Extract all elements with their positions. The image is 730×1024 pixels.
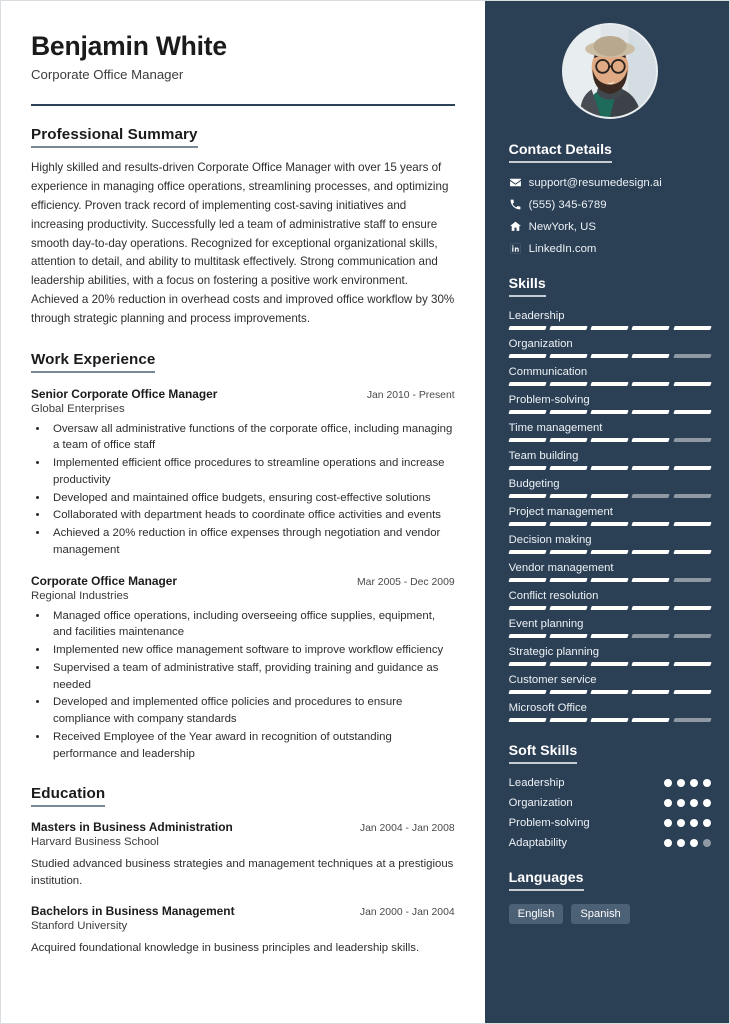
- skill-label: Time management: [508, 422, 603, 434]
- skill-segment: [632, 662, 671, 666]
- skill-item: [509, 562, 711, 582]
- soft-skill-dot: [664, 779, 672, 787]
- skill-segment: [549, 438, 588, 442]
- skill-segment: [508, 382, 547, 386]
- work-company: Regional Industries: [31, 589, 129, 602]
- soft-skill-dot: [690, 819, 698, 827]
- skill-segment: [673, 326, 712, 330]
- skill-label: Leadership: [508, 310, 565, 322]
- skill-item: [509, 674, 711, 694]
- skill-segment: [549, 522, 588, 526]
- skill-segment: [508, 326, 547, 330]
- skill-label: Organization: [508, 338, 573, 350]
- education-list: [31, 820, 455, 957]
- contact-value: (555) 345-6789: [528, 198, 607, 211]
- skill-segment: [632, 382, 671, 386]
- skill-segment: [549, 718, 588, 722]
- section-contact-details: [509, 141, 711, 255]
- skill-segment: [591, 634, 630, 638]
- skill-label: Customer service: [508, 674, 597, 686]
- education-description: Studied advanced business strategies and management techniques at a prestigious institution.: [31, 857, 454, 887]
- soft-skill-dot: [703, 799, 711, 807]
- skill-item: [509, 310, 711, 330]
- skill-segment: [508, 410, 547, 414]
- skill-rating-bar: [509, 522, 711, 526]
- language-chip: English: [509, 904, 564, 924]
- skill-segment: [508, 494, 547, 498]
- skill-item: [509, 506, 711, 526]
- skill-segment: [591, 438, 630, 442]
- skill-label: Communication: [508, 366, 588, 378]
- skill-rating-bar: [509, 690, 711, 694]
- skill-segment: [673, 550, 712, 554]
- section-skills: [509, 275, 711, 722]
- skill-segment: [591, 522, 630, 526]
- skill-segment: [673, 578, 712, 582]
- skill-segment: [591, 494, 630, 498]
- soft-skill-dot: [703, 819, 711, 827]
- skill-segment: [549, 410, 588, 414]
- skill-segment: [508, 550, 547, 554]
- skill-segment: [632, 606, 671, 610]
- education-entry: [31, 904, 455, 957]
- home-icon: [509, 220, 529, 233]
- soft-skill-dot: [690, 799, 698, 807]
- contact-value: NewYork, US: [528, 220, 596, 233]
- skill-segment: [508, 438, 547, 442]
- work-bullet-list: [49, 608, 455, 763]
- skill-segment: [632, 494, 671, 498]
- skill-segment: [673, 410, 712, 414]
- section-work-experience: [31, 351, 455, 763]
- skills-list: [509, 310, 711, 722]
- skill-item: [509, 590, 711, 610]
- skill-segment: [632, 410, 671, 414]
- skill-segment: [673, 522, 712, 526]
- skill-segment: [508, 690, 547, 694]
- work-bullet: • Developed and implemented office policies and procedures to ensure compliance with company standards: [49, 694, 455, 728]
- work-job-title: Corporate Office Manager: [31, 573, 178, 588]
- skill-segment: [549, 606, 588, 610]
- education-heading: Education: [31, 785, 105, 807]
- skill-segment: [549, 550, 588, 554]
- education-school: Harvard Business School: [31, 835, 159, 848]
- contact-list: [509, 176, 711, 255]
- summary-text: Highly skilled and results-driven Corporate Office Manager with over 15 years of experience in managing office operations, streamlining processes, and optimizing efficiency. Proven track record of implementing cost-saving initiatives and increasing productivity. Successfully led a team of administrative staff to ensure smooth day-to-day operations. Recognized for exceptional organizational skills, attention to detail, and ability to multitask effectively. Strong communication and leadership abilities, with a focus on fostering a positive work environment. Achieved a 20% reduction in overhead costs and improved office workflow by 30% through strategic planning and process improvements.: [31, 161, 455, 325]
- work-bullet: • Supervised a team of administrative staff, providing training and guidance as needed: [49, 660, 455, 694]
- education-entry-header: [31, 820, 455, 834]
- contact-heading: Contact Details: [509, 142, 612, 163]
- skill-segment: [591, 718, 630, 722]
- skill-segment: [549, 690, 588, 694]
- soft-skill-dot: [703, 839, 711, 847]
- skill-segment: [673, 354, 712, 358]
- skill-segment: [673, 718, 712, 722]
- skill-rating-bar: [509, 438, 711, 442]
- skill-segment: [591, 410, 630, 414]
- education-description: Acquired foundational knowledge in business principles and leadership skills.: [31, 941, 420, 954]
- skill-segment: [591, 466, 630, 470]
- soft-skill-row: [509, 777, 711, 789]
- soft-skill-rating: [664, 839, 711, 847]
- work-bullet-list: [49, 421, 455, 559]
- skill-segment: [673, 690, 712, 694]
- skill-item: [509, 702, 711, 722]
- skill-segment: [673, 634, 712, 638]
- skill-segment: [632, 466, 671, 470]
- education-degree: Bachelors in Business Management: [31, 903, 235, 918]
- skill-segment: [673, 382, 712, 386]
- skill-segment: [632, 578, 671, 582]
- skill-segment: [549, 662, 588, 666]
- skill-segment: [591, 382, 630, 386]
- skill-segment: [508, 578, 547, 582]
- phone-icon: [509, 198, 529, 211]
- avatar-container: [509, 23, 711, 119]
- languages-list: [509, 904, 711, 924]
- skill-segment: [591, 690, 630, 694]
- skill-segment: [673, 494, 712, 498]
- work-bullet: • Implemented new office management software to improve workflow efficiency: [49, 642, 455, 659]
- candidate-name: Benjamin White: [31, 31, 227, 61]
- soft-skill-label: Leadership: [508, 777, 565, 789]
- skill-item: [509, 422, 711, 442]
- skill-segment: [632, 718, 671, 722]
- contact-row[interactable]: [509, 220, 711, 233]
- soft-skill-dot: [677, 779, 685, 787]
- skill-label: Conflict resolution: [508, 590, 599, 602]
- soft-skill-rating: [664, 799, 711, 807]
- soft-skill-label: Organization: [508, 797, 573, 809]
- work-date-range: Jan 2010 - Present: [366, 389, 455, 401]
- skill-segment: [632, 690, 671, 694]
- skill-segment: [508, 718, 547, 722]
- skill-segment: [673, 466, 712, 470]
- soft-skill-dot: [664, 799, 672, 807]
- soft-skill-dot: [677, 839, 685, 847]
- skill-item: [509, 478, 711, 498]
- skill-item: [509, 646, 711, 666]
- education-entry: [31, 820, 455, 890]
- work-bullet: • Developed and maintained office budgets, ensuring cost-effective solutions: [49, 490, 455, 507]
- skill-label: Project management: [508, 506, 613, 518]
- contact-value: LinkedIn.com: [528, 242, 597, 255]
- skill-segment: [591, 326, 630, 330]
- skill-segment: [549, 326, 588, 330]
- main-column: [1, 1, 485, 1023]
- work-bullet: • Implemented efficient office procedures to streamline operations and increase productivity: [49, 455, 455, 489]
- skills-heading: Skills: [509, 276, 546, 297]
- skill-segment: [673, 662, 712, 666]
- work-entry-header: [31, 387, 455, 401]
- soft-skill-rating: [664, 779, 711, 787]
- skill-segment: [508, 662, 547, 666]
- work-entry: [31, 387, 455, 559]
- skill-segment: [632, 438, 671, 442]
- skill-item: [509, 338, 711, 358]
- contact-value: support@resumedesign.ai: [528, 176, 662, 189]
- skill-segment: [632, 550, 671, 554]
- soft-skill-dot: [664, 819, 672, 827]
- soft-skill-dot: [677, 819, 685, 827]
- skill-segment: [591, 606, 630, 610]
- skill-segment: [508, 634, 547, 638]
- skill-segment: [673, 606, 712, 610]
- work-bullet: • Collaborated with department heads to coordinate office activities and events: [49, 507, 455, 524]
- soft-skills-list: [509, 777, 711, 849]
- candidate-role: Corporate Office Manager: [31, 67, 184, 83]
- skill-segment: [549, 494, 588, 498]
- skill-rating-bar: [509, 354, 711, 358]
- soft-skill-dot: [690, 839, 698, 847]
- soft-skill-label: Problem-solving: [508, 817, 590, 829]
- language-chip: Spanish: [571, 904, 629, 924]
- skill-rating-bar: [509, 466, 711, 470]
- education-degree: Masters in Business Administration: [31, 819, 233, 834]
- skill-rating-bar: [509, 578, 711, 582]
- contact-row[interactable]: [509, 176, 711, 189]
- skill-segment: [632, 354, 671, 358]
- work-bullet: • Achieved a 20% reduction in office expenses through negotiation and vendor management: [49, 525, 455, 559]
- skill-segment: [549, 382, 588, 386]
- work-entry-header: [31, 574, 455, 588]
- soft-skills-heading: Soft Skills: [509, 743, 578, 764]
- skill-label: Strategic planning: [508, 646, 600, 658]
- skill-segment: [508, 606, 547, 610]
- skill-segment: [508, 354, 547, 358]
- skill-rating-bar: [509, 494, 711, 498]
- education-date-range: Jan 2004 - Jan 2008: [359, 822, 455, 834]
- skill-item: [509, 366, 711, 386]
- skill-segment: [591, 550, 630, 554]
- education-school: Stanford University: [31, 919, 128, 932]
- skill-label: Team building: [508, 450, 579, 462]
- soft-skill-dot: [677, 799, 685, 807]
- skill-rating-bar: [509, 326, 711, 330]
- skill-item: [509, 450, 711, 470]
- soft-skill-rating: [664, 819, 711, 827]
- work-date-range: Mar 2005 - Dec 2009: [357, 576, 455, 588]
- section-languages: [509, 869, 711, 924]
- skill-label: Decision making: [508, 534, 592, 546]
- skill-rating-bar: [509, 662, 711, 666]
- sidebar: [485, 1, 729, 1023]
- skill-segment: [591, 662, 630, 666]
- languages-heading: Languages: [509, 870, 584, 891]
- contact-row[interactable]: [509, 198, 711, 211]
- skill-label: Event planning: [508, 618, 584, 630]
- skill-segment: [549, 634, 588, 638]
- soft-skill-row: [509, 797, 711, 809]
- skill-rating-bar: [509, 634, 711, 638]
- soft-skill-dot: [690, 779, 698, 787]
- skill-label: Problem-solving: [508, 394, 590, 406]
- skill-label: Budgeting: [508, 478, 560, 490]
- skill-segment: [591, 354, 630, 358]
- avatar: [562, 23, 658, 119]
- skill-segment: [632, 634, 671, 638]
- soft-skill-dot: [703, 779, 711, 787]
- soft-skill-row: [509, 817, 711, 829]
- skill-label: Microsoft Office: [508, 702, 587, 714]
- skill-item: [509, 394, 711, 414]
- skill-segment: [508, 522, 547, 526]
- work-bullet: • Oversaw all administrative functions of the corporate office, including managing a team of office staff: [49, 421, 455, 455]
- linkedin-icon: [509, 242, 529, 255]
- section-education: [31, 785, 455, 957]
- section-professional-summary: [31, 126, 455, 328]
- work-bullet: • Received Employee of the Year award in recognition of outstanding performance and leadership: [49, 729, 455, 763]
- skill-rating-bar: [509, 606, 711, 610]
- skill-item: [509, 534, 711, 554]
- header-block: [31, 31, 455, 106]
- skill-rating-bar: [509, 410, 711, 414]
- work-company: Global Enterprises: [31, 402, 125, 415]
- avatar-photo-icon: [564, 25, 656, 117]
- skill-segment: [591, 578, 630, 582]
- skill-segment: [549, 466, 588, 470]
- work-bullet: • Managed office operations, including overseeing office supplies, equipment, and facilities maintenance: [49, 608, 455, 642]
- header-divider: [31, 104, 455, 106]
- skill-segment: [632, 326, 671, 330]
- envelope-icon: [509, 176, 529, 189]
- soft-skill-dot: [664, 839, 672, 847]
- skill-segment: [673, 438, 712, 442]
- education-date-range: Jan 2000 - Jan 2004: [359, 906, 455, 918]
- work-heading: Work Experience: [31, 351, 155, 373]
- skill-rating-bar: [509, 382, 711, 386]
- education-entry-header: [31, 904, 455, 918]
- work-entry: [31, 574, 455, 763]
- skill-segment: [549, 578, 588, 582]
- skill-label: Vendor management: [508, 562, 614, 574]
- skill-rating-bar: [509, 550, 711, 554]
- skill-segment: [549, 354, 588, 358]
- skill-rating-bar: [509, 718, 711, 722]
- soft-skill-label: Adaptability: [508, 837, 568, 849]
- soft-skill-row: [509, 837, 711, 849]
- section-soft-skills: [509, 742, 711, 849]
- skill-item: [509, 618, 711, 638]
- skill-segment: [632, 522, 671, 526]
- skill-segment: [508, 466, 547, 470]
- contact-row[interactable]: [509, 242, 711, 255]
- summary-heading: Professional Summary: [31, 126, 198, 148]
- work-job-title: Senior Corporate Office Manager: [31, 386, 218, 401]
- work-list: [31, 387, 455, 763]
